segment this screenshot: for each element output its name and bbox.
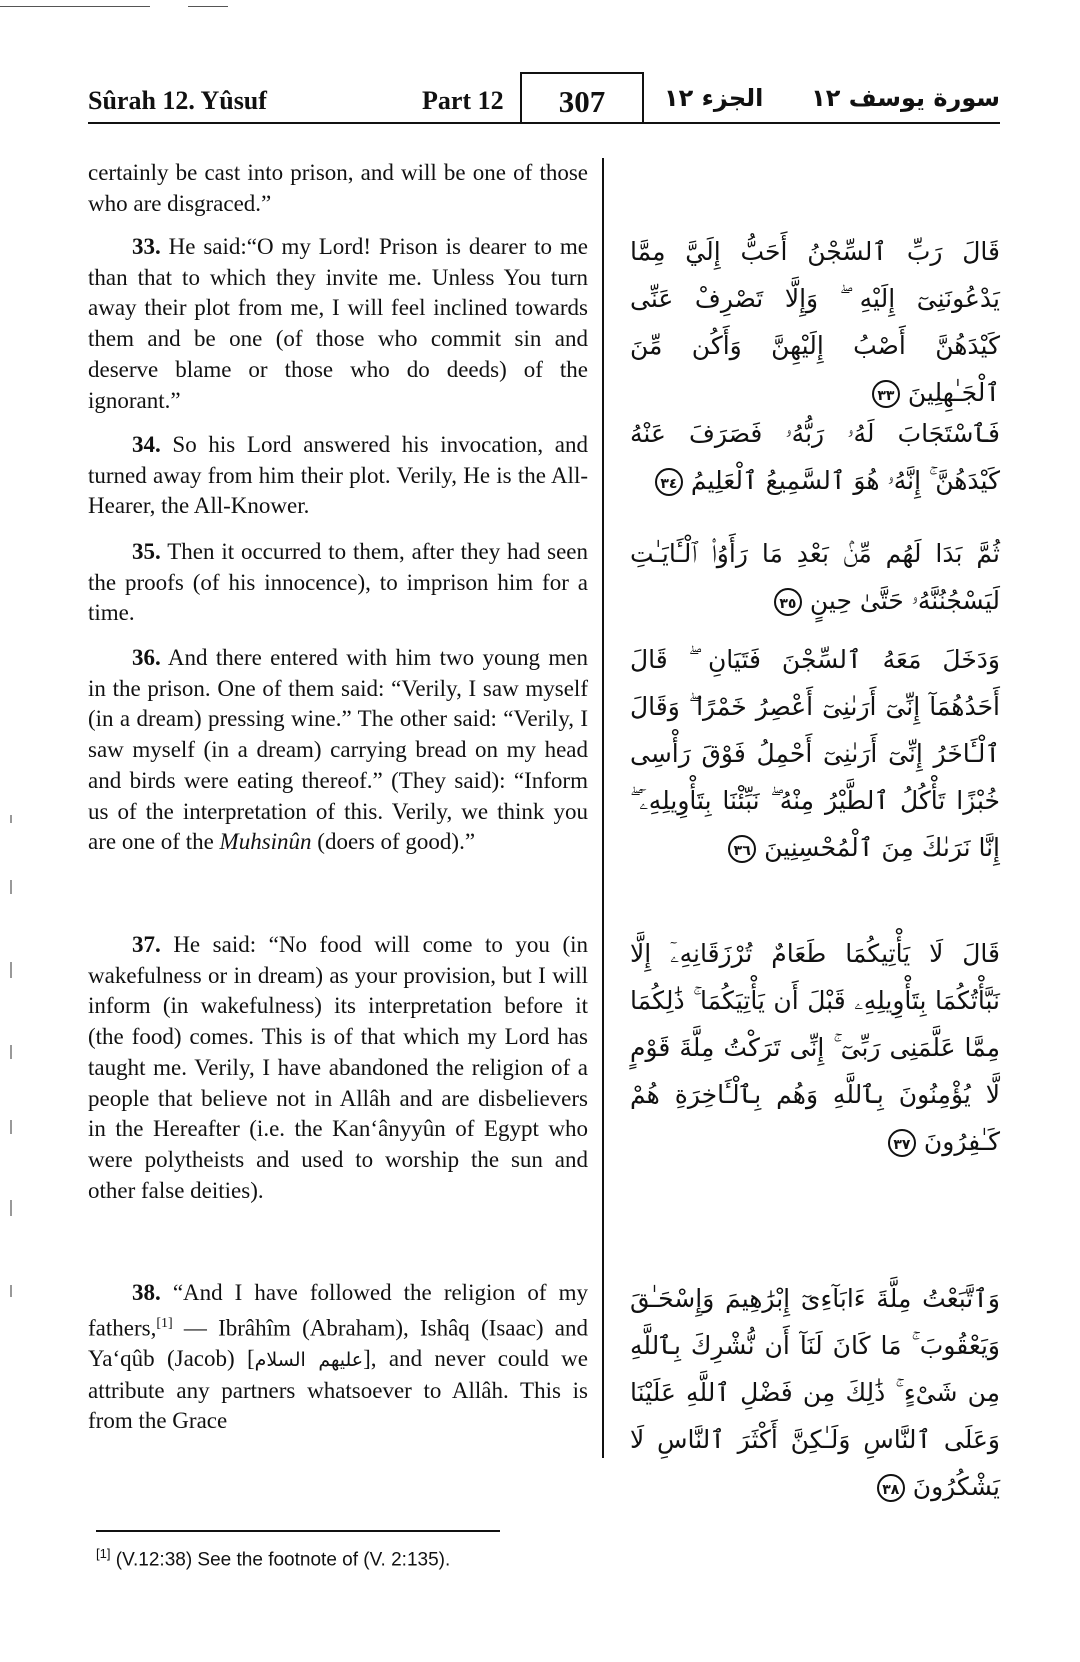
verse-36-english: [88, 643, 588, 858]
verse-35-arabic: [630, 530, 1000, 624]
verse-35-english: [88, 537, 588, 629]
column-divider: [602, 158, 604, 1458]
verse-text-end: ], and never could we attribute any partners whatsoever to Allâh. This is from the Grace: [88, 1346, 588, 1434]
footnote-marker: [1]: [96, 1546, 111, 1561]
arabic-verse-text: ثُمَّ بَدَا لَهُم مِّنۢ بَعْدِ مَا رَأَوُا۟ ٱلْـَٔايَـٰتِ لَيَسْجُنُنَّهُۥ حَتَّىٰ حِينٍ: [630, 539, 1000, 615]
term-muhsinun: Muhsinûn: [219, 829, 312, 855]
surah-title-english: Sûrah 12. Yûsuf: [88, 86, 267, 115]
verse-text: He said: “No food will come to you (in wakefulness or in dream) as your provision, but I will inform (in wakefulness) its interpretation before it (the food) comes. This is of that which my Lord has taught me. Verily, I have abandoned the religion of a people that believe not in Allâh and are disbelievers in the Hereafter (i.e. the Kan‘ânyyûn of Egypt who were polytheists and used to worship the sun and other false deities).: [88, 932, 589, 1203]
arabic-verse-text: فَٱسْتَجَابَ لَهُۥ رَبُّهُۥ فَصَرَفَ عَنْهُ كَيْدَهُنَّ ۚ إِنَّهُۥ هُوَ ٱلسَّمِيعُ ٱلْعَلِيمُ: [630, 419, 1000, 495]
footnote-rule: [96, 1530, 500, 1532]
page-number: 307: [558, 84, 606, 119]
verse-end-marker: ٣٨: [877, 1474, 905, 1502]
header-rule: [88, 122, 1000, 124]
verse-37-english: [88, 930, 588, 1206]
scan-edge-marks: [0, 6, 240, 10]
verse-text: Then it occurred to them, after they had seen the proofs (of his innocence), to imprison him for a time.: [88, 539, 588, 626]
verse-37-arabic: [630, 930, 1000, 1165]
verse-number: 33.: [132, 234, 161, 259]
page-header: [88, 72, 1000, 130]
page-number-box: [520, 72, 644, 122]
verse-end-marker: ٣٣: [872, 380, 900, 408]
verse-number: 36.: [132, 645, 161, 670]
footnote-text: (V.12:38) See the footnote of (V. 2:135).: [115, 1549, 451, 1571]
verse-34-arabic: [630, 410, 1000, 504]
verse-text: So his Lord answered his invocation, and turned away from him their plot. Verily, He is the All-Hearer, the All-Knower.: [88, 432, 588, 519]
verse-33-arabic: [630, 228, 1000, 416]
verse-33-english: [88, 232, 588, 416]
continuation-paragraph: certainly be cast into prison, and will be one of those who are disgraced.”: [88, 160, 588, 216]
verse-text: And there entered with him two young men in the prison. One of them said: “Verily, I saw myself (in a dream) pressing wine.” The other said: “Verily, I saw myself (in a dream) carrying bread on my head and birds were eating thereof.” (They said): “Inform us of the interpretation of this. Verily, we think you are one of the: [88, 645, 588, 855]
footnote: [96, 1546, 450, 1571]
verse-text-end: (doers of good).”: [311, 829, 476, 855]
arabic-verse-text: وَٱتَّبَعْتُ مِلَّةَ ءَابَآءِىٓ إِبْرَٰهِيمَ وَإِسْحَـٰقَ وَيَعْقُوبَ ۚ مَا كَانَ لَنَآ أَن نُّشْرِكَ بِٱللَّهِ مِن شَىْءٍ ۚ ذَٰلِكَ مِن فَضْلِ ٱللَّهِ عَلَيْنَا وَعَلَى ٱلنَّاسِ وَلَـٰكِنَّ أَكْثَرَ ٱلنَّاسِ لَا يَشْكُرُونَ: [630, 1284, 1000, 1501]
arabic-verse-text: وَدَخَلَ مَعَهُ ٱلسِّجْنَ فَتَيَانِ ۖ قَالَ أَحَدُهُمَآ إِنِّىٓ أَرَىٰنِىٓ أَعْصِرُ خَمْرًا ۖ وَقَالَ ٱلْـَٔاخَرُ إِنِّىٓ أَرَىٰنِىٓ أَحْمِلُ فَوْقَ رَأْسِى خُبْزًا تَأْكُلُ ٱلطَّيْرُ مِنْهُ ۖ نَبِّئْنَا بِتَأْوِيلِهِۦٓ ۖ إِنَّا نَرَىٰكَ مِنَ ٱلْمُحْسِنِينَ: [630, 645, 1000, 862]
verse-end-marker: ٣٥: [774, 588, 802, 616]
honorific-arabic: عليهم السلام: [254, 1349, 364, 1372]
continuation-text: [88, 158, 588, 219]
surah-title-arabic: سورة يوسف ١٢: [811, 84, 1000, 112]
verse-34-english: [88, 430, 588, 522]
verse-38-english: [88, 1278, 588, 1437]
part-label-english: Part 12: [422, 86, 504, 115]
part-label-arabic: الجزء ١٢: [664, 84, 764, 112]
verse-end-marker: ٣٤: [655, 468, 683, 496]
verse-36-arabic: [630, 636, 1000, 871]
verse-number: 38.: [132, 1280, 161, 1305]
arabic-verse-text: قَالَ لَا يَأْتِيكُمَا طَعَامٌ تُرْزَقَانِهِۦٓ إِلَّا نَبَّأْتُكُمَا بِتَأْوِيلِهِۦ قَبْلَ أَن يَأْتِيَكُمَا ۚ ذَٰلِكُمَا مِمَّا عَلَّمَنِى رَبِّىٓ ۚ إِنِّى تَرَكْتُ مِلَّةَ قَوْمٍ لَّا يُؤْمِنُونَ بِٱللَّهِ وَهُم بِٱلْـَٔاخِرَةِ هُمْ كَـٰفِرُونَ: [630, 939, 1000, 1156]
verse-end-marker: ٣٧: [888, 1129, 916, 1157]
footnote-reference[interactable]: [1]: [156, 1315, 173, 1331]
verse-number: 37.: [132, 932, 161, 957]
verse-text-continued: — Ibrâhîm (Abraham), Ishâq (Isaac) and Ya‘qûb (Jacob) [: [88, 1315, 588, 1372]
verse-number: 35.: [132, 539, 161, 564]
verse-end-marker: ٣٦: [728, 835, 756, 863]
verse-text: He said:“O my Lord! Prison is dearer to me than that to which they invite me. Unless You turn away their plot from me, I will feel inclined towards them and be one (of those who commit sin and deserve blame or those who do deeds) of the ignorant.”: [88, 234, 588, 413]
verse-number: 34.: [132, 432, 161, 457]
scan-margin-ticks: [6, 0, 18, 1662]
arabic-verse-text: قَالَ رَبِّ ٱلسِّجْنُ أَحَبُّ إِلَيَّ مِمَّا يَدْعُونَنِىٓ إِلَيْهِ ۖ وَإِلَّا تَصْرِفْ عَنِّى كَيْدَهُنَّ أَصْبُ إِلَيْهِنَّ وَأَكُن مِّنَ ٱلْجَـٰهِلِينَ: [630, 237, 1000, 407]
verse-text: “And I have followed the religion of my fathers,: [88, 1280, 589, 1341]
verse-38-arabic: [630, 1275, 1000, 1510]
